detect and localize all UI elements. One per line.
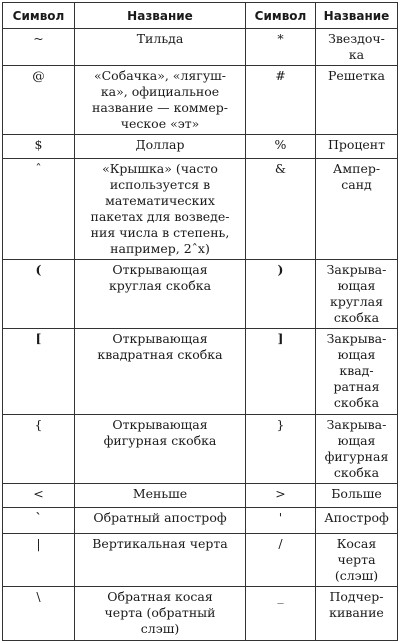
symbol-cell: ( — [3, 260, 75, 329]
name-cell: Процент — [316, 135, 398, 159]
name-cell: «Собачка», «лягуш- ка», официальное название — коммер- ческое «эт» — [75, 66, 246, 135]
table-row — [3, 135, 398, 159]
header-symbol-1: Символ — [3, 3, 75, 29]
table-row — [3, 260, 398, 329]
symbol-cell: ] — [246, 329, 316, 415]
symbol-cell: [ — [3, 329, 75, 415]
table-header — [3, 3, 398, 29]
symbol-cell: @ — [3, 66, 75, 135]
table-row — [3, 29, 398, 66]
symbol-cell: > — [246, 484, 316, 508]
symbol-cell: ˆ — [3, 159, 75, 260]
name-cell: Звездоч- ка — [316, 29, 398, 66]
symbols-table — [2, 2, 398, 641]
name-cell: Открывающая круглая скобка — [75, 260, 246, 329]
table-row — [3, 415, 398, 484]
symbol-cell: ` — [3, 508, 75, 534]
table-row — [3, 484, 398, 508]
symbol-cell: / — [246, 534, 316, 587]
header-name-2: Название — [316, 3, 398, 29]
symbol-cell: & — [246, 159, 316, 260]
name-cell: Закрыва- ющая круглая скобка — [316, 260, 398, 329]
symbol-cell: * — [246, 29, 316, 66]
name-cell: Подчер- кивание — [316, 587, 398, 641]
name-cell: Закрыва- ющая фигурная скобка — [316, 415, 398, 484]
header-symbol-2: Символ — [246, 3, 316, 29]
name-cell: «Крышка» (часто используется в математических пакетах для возведе- ния числа в степень, например, 2ˆx) — [75, 159, 246, 260]
table-row — [3, 66, 398, 135]
table-row — [3, 534, 398, 587]
name-cell: Обратный апостроф — [75, 508, 246, 534]
symbol-cell: $ — [3, 135, 75, 159]
symbol-cell: ' — [246, 508, 316, 534]
name-cell: Решетка — [316, 66, 398, 135]
symbol-cell: | — [3, 534, 75, 587]
header-row — [3, 3, 398, 29]
name-cell: Меньше — [75, 484, 246, 508]
symbol-cell: % — [246, 135, 316, 159]
name-cell: Открывающая фигурная скобка — [75, 415, 246, 484]
symbol-cell: _ — [246, 587, 316, 641]
name-cell: Ампер- санд — [316, 159, 398, 260]
table-body — [3, 29, 398, 641]
name-cell: Косая черта (слэш) — [316, 534, 398, 587]
symbol-cell: \ — [3, 587, 75, 641]
name-cell: Апостроф — [316, 508, 398, 534]
table-row — [3, 329, 398, 415]
name-cell: Больше — [316, 484, 398, 508]
symbol-cell: { — [3, 415, 75, 484]
symbol-cell: ~ — [3, 29, 75, 66]
header-name-1: Название — [75, 3, 246, 29]
symbol-cell: ) — [246, 260, 316, 329]
table-row — [3, 587, 398, 641]
symbol-cell: } — [246, 415, 316, 484]
table-row — [3, 508, 398, 534]
name-cell: Обратная косая черта (обратный слэш) — [75, 587, 246, 641]
name-cell: Вертикальная черта — [75, 534, 246, 587]
name-cell: Доллар — [75, 135, 246, 159]
symbol-cell: < — [3, 484, 75, 508]
name-cell: Тильда — [75, 29, 246, 66]
name-cell: Открывающая квадратная скобка — [75, 329, 246, 415]
table-row — [3, 159, 398, 260]
symbol-cell: # — [246, 66, 316, 135]
name-cell: Закрыва- ющая квад- ратная скобка — [316, 329, 398, 415]
